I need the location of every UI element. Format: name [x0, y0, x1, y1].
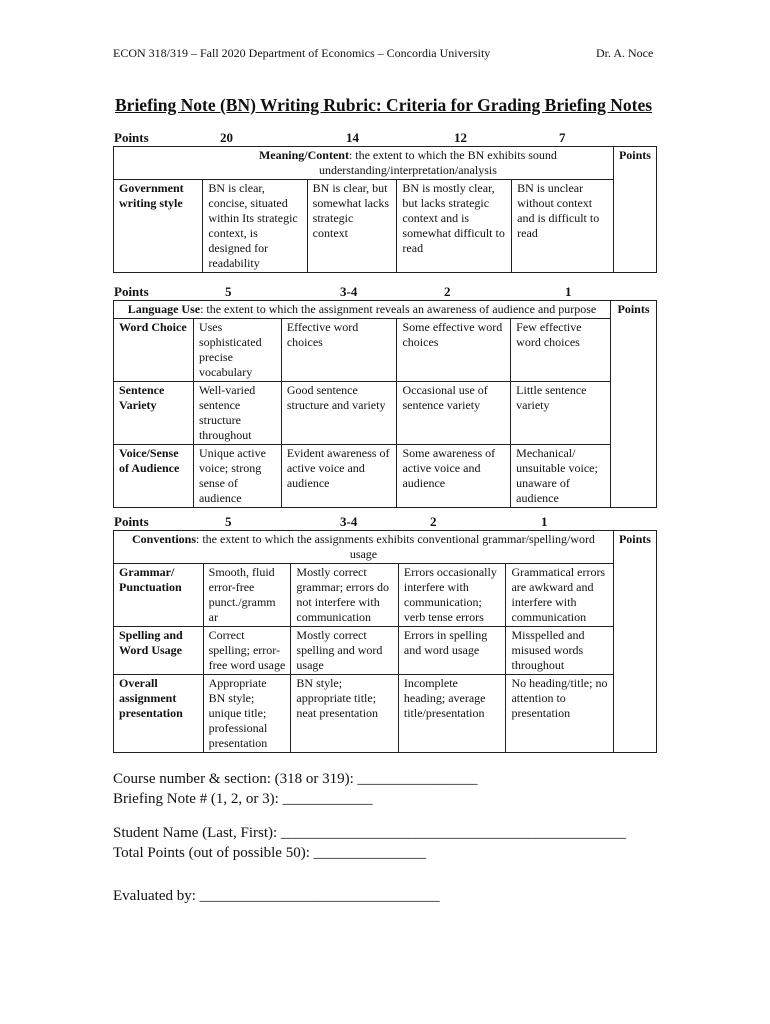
rubric-cell: Occasional use of sentence variety: [397, 382, 511, 445]
point-value: 12: [454, 130, 467, 145]
rubric-cell: BN is unclear without context and is difficult to read: [512, 180, 614, 273]
point-value: 5: [225, 514, 232, 529]
meaning-content-table: [113, 146, 657, 273]
point-value: 1: [541, 514, 548, 529]
point-value: 20: [220, 130, 233, 145]
section3-points-row: [114, 514, 654, 530]
row-label: Sentence Variety: [114, 382, 194, 445]
language-use-table: [113, 300, 657, 508]
criterion-header: Language Use: the extent to which the assignment reveals an awareness of audience and purpose: [114, 301, 611, 319]
rubric-cell: Some effective word choices: [397, 319, 511, 382]
rubric-cell: Appropriate BN style; unique title; professional presentation: [203, 675, 291, 753]
criterion-header: Meaning/Content: the extent to which the BN exhibits sound understanding/interpretation/analysis: [203, 147, 614, 180]
rubric-cell: No heading/title; no attention to presentation: [506, 675, 613, 753]
rubric-cell: Some awareness of active voice and audience: [397, 445, 511, 508]
rubric-cell: Smooth, fluid error-free punct./gramm ar: [203, 564, 291, 627]
briefing-note-number-field: Briefing Note # (1, 2, or 3): ____________: [113, 791, 373, 807]
point-value: 2: [430, 514, 437, 529]
rubric-cell: Effective word choices: [281, 319, 397, 382]
points-label: Points: [114, 514, 149, 529]
rubric-cell: Mostly correct spelling and word usage: [291, 627, 398, 675]
rubric-cell: Mostly correct grammar; errors do not interfere with communication: [291, 564, 398, 627]
rubric-cell: Evident awareness of active voice and audience: [281, 445, 397, 508]
section2-points-row: [114, 284, 654, 300]
points-column-header: Points: [610, 301, 656, 508]
rubric-cell: Errors in spelling and word usage: [398, 627, 506, 675]
criterion-header: Conventions: the extent to which the assignments exhibits conventional grammar/spelling/word usage: [114, 531, 614, 564]
rubric-cell: BN is clear, but somewhat lacks strategic context: [307, 180, 397, 273]
document-title: Briefing Note (BN) Writing Rubric: Criteria for Grading Briefing Notes: [115, 95, 653, 115]
student-name-field: Student Name (Last, First): ______________________________________________: [113, 825, 626, 841]
page-header-right: Dr. A. Noce: [596, 46, 654, 60]
rubric-cell: Unique active voice; strong sense of audience: [193, 445, 281, 508]
rubric-cell: Good sentence structure and variety: [281, 382, 397, 445]
point-value: 1: [565, 284, 572, 299]
rubric-cell: BN style; appropriate title; neat presentation: [291, 675, 398, 753]
rubric-cell: Few effective word choices: [511, 319, 611, 382]
row-label: Overall assignment presentation: [114, 675, 204, 753]
row-label: Government writing style: [114, 180, 203, 273]
rubric-cell: Uses sophisticated precise vocabulary: [193, 319, 281, 382]
rubric-cell: Mechanical/ unsuitable voice; unaware of audience: [511, 445, 611, 508]
rubric-cell: Errors occasionally interfere with communication; verb tense errors: [398, 564, 506, 627]
rubric-cell: Correct spelling; error-free word usage: [203, 627, 291, 675]
points-label: Points: [114, 284, 149, 299]
point-value: 5: [225, 284, 232, 299]
rubric-cell: Misspelled and misused words throughout: [506, 627, 613, 675]
rubric-cell: Grammatical errors are awkward and interfere with communication: [506, 564, 613, 627]
row-label: Grammar/ Punctuation: [114, 564, 204, 627]
points-column-header: Points: [613, 147, 656, 273]
points-column-header: Points: [613, 531, 656, 753]
row-label: Voice/Sense of Audience: [114, 445, 194, 508]
row-label: Word Choice: [114, 319, 194, 382]
point-value: 3-4: [340, 514, 358, 529]
rubric-cell: BN is mostly clear, but lacks strategic context and is somewhat difficult to read: [397, 180, 512, 273]
row-label: Spelling and Word Usage: [114, 627, 204, 675]
course-number-field: Course number & section: (318 or 319): ________________: [113, 771, 478, 787]
total-points-field: Total Points (out of possible 50): _______________: [113, 845, 427, 861]
conventions-table: [113, 530, 657, 753]
points-label: Points: [114, 130, 149, 145]
rubric-cell: Well-varied sentence structure throughout: [193, 382, 281, 445]
rubric-cell: Incomplete heading; average title/presentation: [398, 675, 506, 753]
point-value: 2: [444, 284, 451, 299]
section1-points-row: [114, 130, 654, 146]
page-header-left: ECON 318/319 – Fall 2020 Department of Economics – Concordia University: [113, 46, 491, 60]
evaluated-by-field: Evaluated by: ________________________________: [113, 888, 440, 904]
point-value: 7: [559, 130, 566, 145]
point-value: 14: [346, 130, 359, 145]
rubric-cell: Little sentence variety: [511, 382, 611, 445]
rubric-cell: BN is clear, concise, situated within Its strategic context, is designed for readability: [203, 180, 307, 273]
point-value: 3-4: [340, 284, 358, 299]
